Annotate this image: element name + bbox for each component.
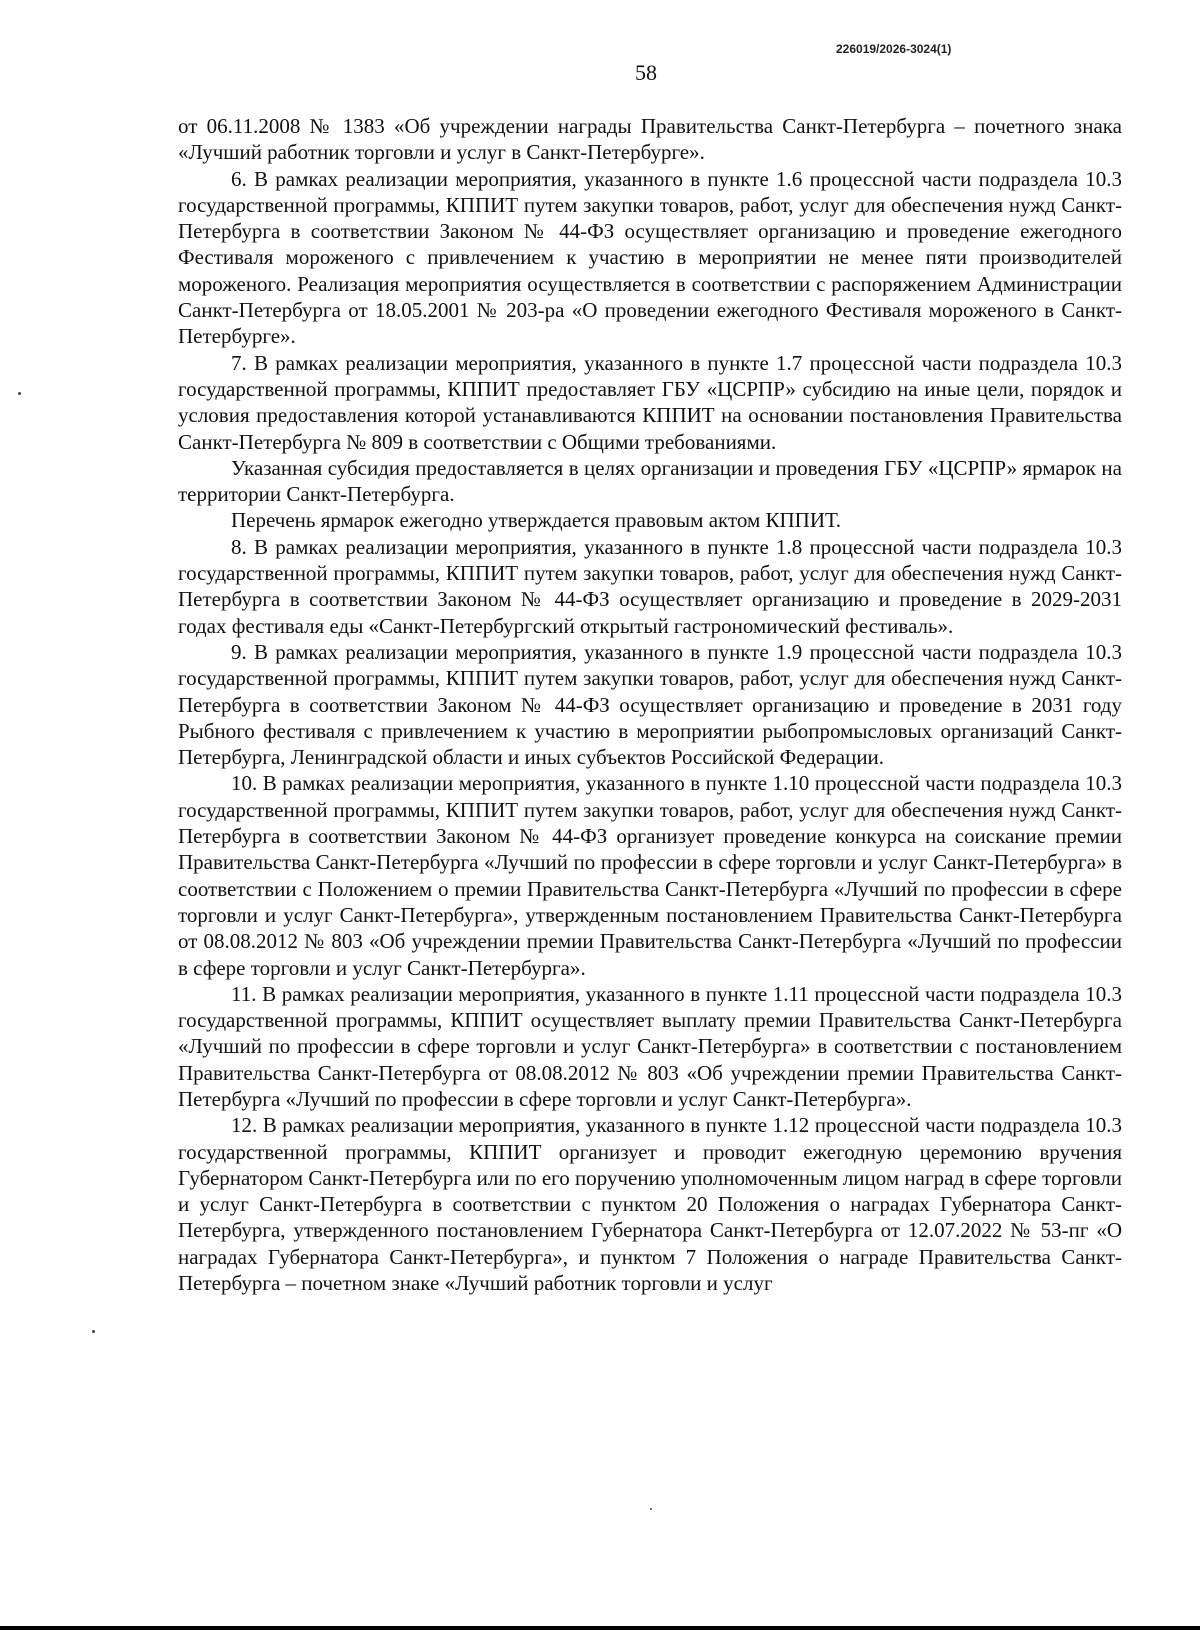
paragraph-item-10: 10. В рамках реализации мероприятия, указанного в пункте 1.10 процессной части подраздела 10.3 государственной программы, КППИТ путем закупки товаров, работ, услуг для обеспечения нужд Санкт-Петербурга в соответствии Законом № 44-ФЗ организует проведение конкурса на соискание премии Правительства Санкт-Петербурга «Лучший по профессии в сфере торговли и услуг Санкт-Петербурга» в соответствии с Положением о премии Правительства Санкт-Петербурга «Лучший по профессии в сфере торговли и услуг Санкт-Петербурга», утвержденным постановлением Правительства Санкт-Петербурга от 08.08.2012 № 803 «Об учреждении премии Правительства Санкт-Петербурга «Лучший по профессии в сфере торговли и услуг Санкт-Петербурга».	[178, 771, 1122, 980]
paragraph-item-6: 6. В рамках реализации мероприятия, указанного в пункте 1.6 процессной части подраздела 10.3 государственной программы, КППИТ путем закупки товаров, работ, услуг для обеспечения нужд Санкт-Петербурга в соответствии Законом № 44-ФЗ осуществляет организацию и проведение ежегодного Фестиваля мороженого с привлечением к участию в мероприятии не менее пяти производителей мороженого. Реализация мероприятия осуществляется в соответствии с распоряжением Администрации Санкт-Петербурга от 18.05.2001 № 203-ра «О проведении ежегодного Фестиваля мороженого в Санкт-Петербурге».	[178, 166, 1122, 349]
paragraph-item-11: 11. В рамках реализации мероприятия, указанного в пункте 1.11 процессной части подраздела 10.3 государственной программы, КППИТ осуществляет выплату премии Правительства Санкт-Петербурга «Лучший по профессии в сфере торговли и услуг Санкт-Петербурга» в соответствии с постановлением Правительства Санкт-Петербурга от 08.08.2012 № 803 «Об учреждении премии Правительства Санкт-Петербурга «Лучший по профессии в сфере торговли и услуг Санкт-Петербурга».	[178, 981, 1122, 1111]
document-registration-number: 226019/2026-3024(1)	[836, 42, 952, 56]
paragraph-subsidy-purpose: Указанная субсидия предоставляется в целях организации и проведения ГБУ «ЦСРПР» ярмарок на территории Санкт-Петербурга.	[178, 455, 1122, 507]
scan-speck	[650, 1508, 652, 1510]
paragraph-item-9: 9. В рамках реализации мероприятия, указанного в пункте 1.9 процессной части подраздела 10.3 государственной программы, КППИТ путем закупки товаров, работ, услуг для обеспечения нужд Санкт-Петербурга в соответствии Законом № 44-ФЗ осуществляет организацию и проведение в 2031 году Рыбного фестиваля с привлечением к участию в мероприятии рыбопромысловых организаций Санкт-Петербурга, Ленинградской области и иных субъектов Российской Федерации.	[178, 639, 1122, 770]
paragraph-item-8: 8. В рамках реализации мероприятия, указанного в пункте 1.8 процессной части подраздела 10.3 государственной программы, КППИТ путем закупки товаров, работ, услуг для обеспечения нужд Санкт-Петербурга в соответствии Законом № 44-ФЗ осуществляет организацию и проведение в 2029-2031 годах фестиваля еды «Санкт-Петербургский открытый гастрономический фестиваль».	[178, 534, 1122, 638]
page-number: 58	[635, 60, 657, 85]
scan-bottom-edge	[0, 1626, 1200, 1630]
paragraph-item-12: 12. В рамках реализации мероприятия, указанного в пункте 1.12 процессной части подраздела 10.3 государственной программы, КППИТ организует и проводит ежегодную церемонию вручения Губернатором Санкт-Петербурга или по его поручению уполномоченным лицом наград в сфере торговли и услуг Санкт-Петербурга в соответствии с пунктом 20 Положения о наградах Губернатора Санкт-Петербурга, утвержденного постановлением Губернатора Санкт-Петербурга от 12.07.2022 № 53-пг «О наградах Губернатора Санкт-Петербурга», и пунктом 7 Положения о награде Правительства Санкт-Петербурга – почетном знаке «Лучший работник торговли и услуг	[178, 1113, 1122, 1296]
scan-speck	[92, 1330, 95, 1333]
paragraph-item-7: 7. В рамках реализации мероприятия, указанного в пункте 1.7 процессной части подраздела 10.3 государственной программы, КППИТ предоставляет ГБУ «ЦСРПР» субсидию на иные цели, порядок и условия предоставления которой устанавливаются КППИТ на основании постановления Правительства Санкт-Петербурга № 809 в соответствии с Общими требованиями.	[178, 350, 1122, 454]
document-body	[178, 113, 1122, 1296]
paragraph-fair-list: Перечень ярмарок ежегодно утверждается правовым актом КППИТ.	[231, 508, 841, 533]
paragraph-continuation: от 06.11.2008 № 1383 «Об учреждении награды Правительства Санкт-Петербурга – почетного знака «Лучший работник торговли и услуг в Санкт-Петербурге».	[178, 114, 1122, 165]
scan-speck	[18, 392, 21, 395]
